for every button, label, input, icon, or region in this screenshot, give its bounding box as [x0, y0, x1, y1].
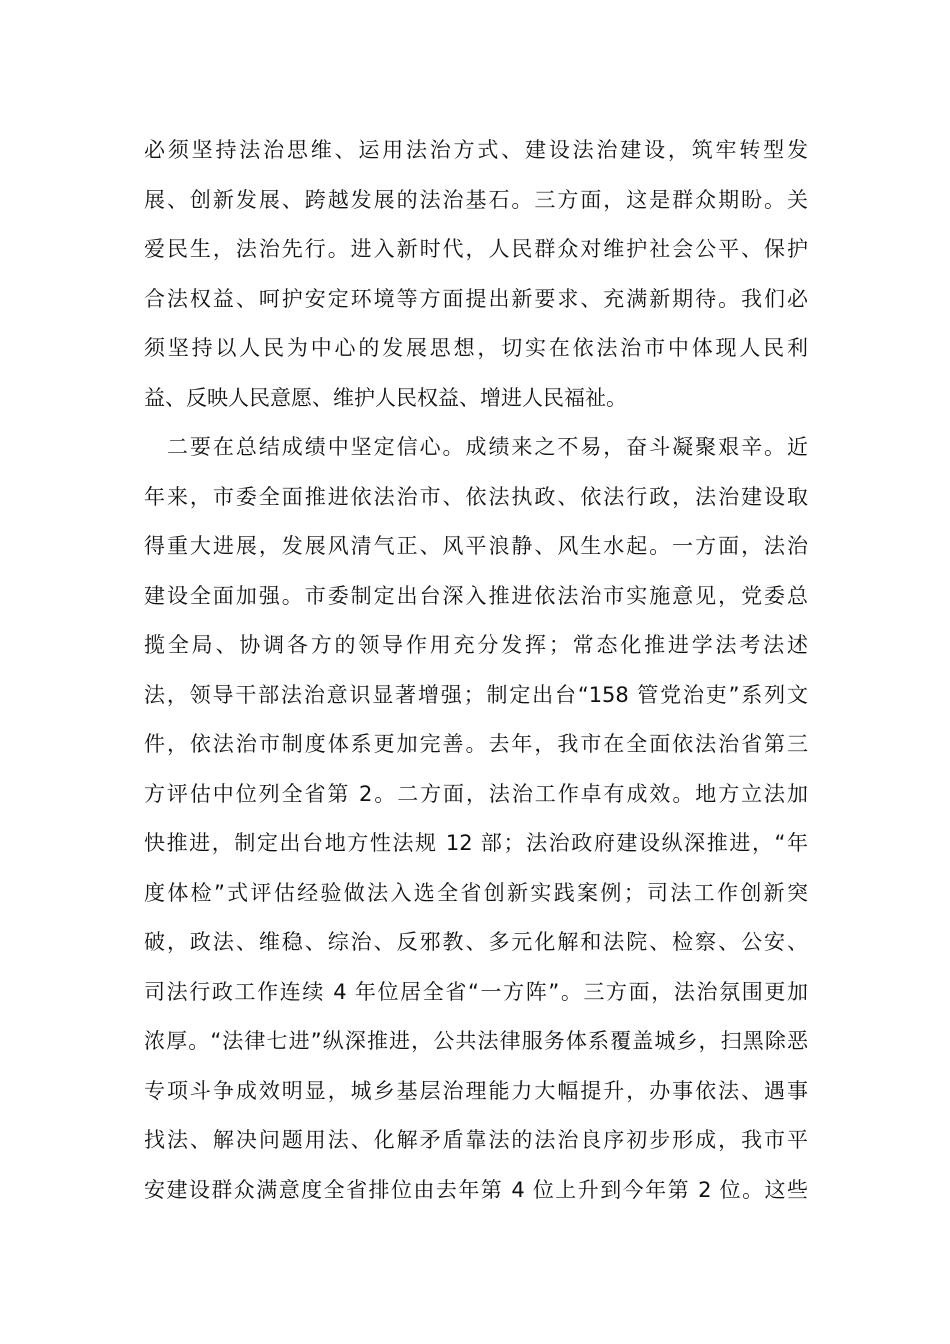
text-line: 法，领导干部法治意识显著增强；制定出台“158 管党治吏”系列文 — [144, 682, 808, 707]
text-line: 年来，市委全面推进依法治市、依法执政、依法行政，法治建设取 — [144, 484, 808, 509]
text-line: 方评估中位列全省第 2。二方面，法治工作卓有成效。地方立法加 — [144, 781, 808, 806]
text-line: 须坚持以人民为中心的发展思想，切实在依法治市中体现人民利 — [144, 336, 808, 360]
text-line: 合法权益、呵护安定环境等方面提出新要求、充满新期待。我们必 — [144, 286, 808, 311]
text-line: 司法行政工作连续 4 年位居全省“一方阵”。三方面，法治氛围更加 — [144, 979, 808, 1004]
text-line: 益、反映人民意愿、维护人民权益、增进人民福祉。 — [144, 385, 627, 410]
text-line: 快推进，制定出台地方性法规 12 部；法治政府建设纵深推进，“年 — [144, 831, 808, 855]
text-line: 安建设群众满意度全省排位由去年第 4 位上升到今年第 2 位。这些 — [144, 1177, 808, 1202]
text-line: 得重大进展，发展风清气正、风平浪静、风生水起。一方面，法治 — [144, 534, 808, 558]
text-line: 件，依法治市制度体系更加完善。去年，我市在全面依法治省第三 — [144, 732, 808, 756]
text-line: 专项斗争成效明显，城乡基层治理能力大幅提升，办事依法、遇事 — [144, 1078, 808, 1103]
text-line: 揽全局、协调各方的领导作用充分发挥；常态化推进学法考法述 — [144, 633, 808, 657]
text-line: 破，政法、维稳、综治、反邪教、多元化解和法院、检察、公安、 — [144, 930, 808, 954]
text-line: 展、创新发展、跨越发展的法治基石。三方面，这是群众期盼。关 — [144, 187, 808, 212]
text-line: 找法、解决问题用法、化解矛盾靠法的法治良序初步形成，我市平 — [144, 1128, 808, 1152]
body-text — [144, 126, 808, 1215]
text-line: 建设全面加强。市委制定出台深入推进依法治市实施意见，党委总 — [144, 583, 808, 608]
text-line: 必须坚持法治思维、运用法治方式、建设法治建设，筑牢转型发 — [144, 138, 808, 162]
text-line: 二要在总结成绩中坚定信心。成绩来之不易，奋斗凝聚艰辛。近 — [144, 435, 808, 459]
text-line: 浓厚。“法律七进”纵深推进，公共法律服务体系覆盖城乡，扫黑除恶 — [144, 1029, 808, 1053]
text-line: 度体检”式评估经验做法入选全省创新实践案例；司法工作创新突 — [144, 880, 808, 905]
text-line: 爱民生，法治先行。进入新时代，人民群众对维护社会公平、保护 — [144, 237, 808, 261]
